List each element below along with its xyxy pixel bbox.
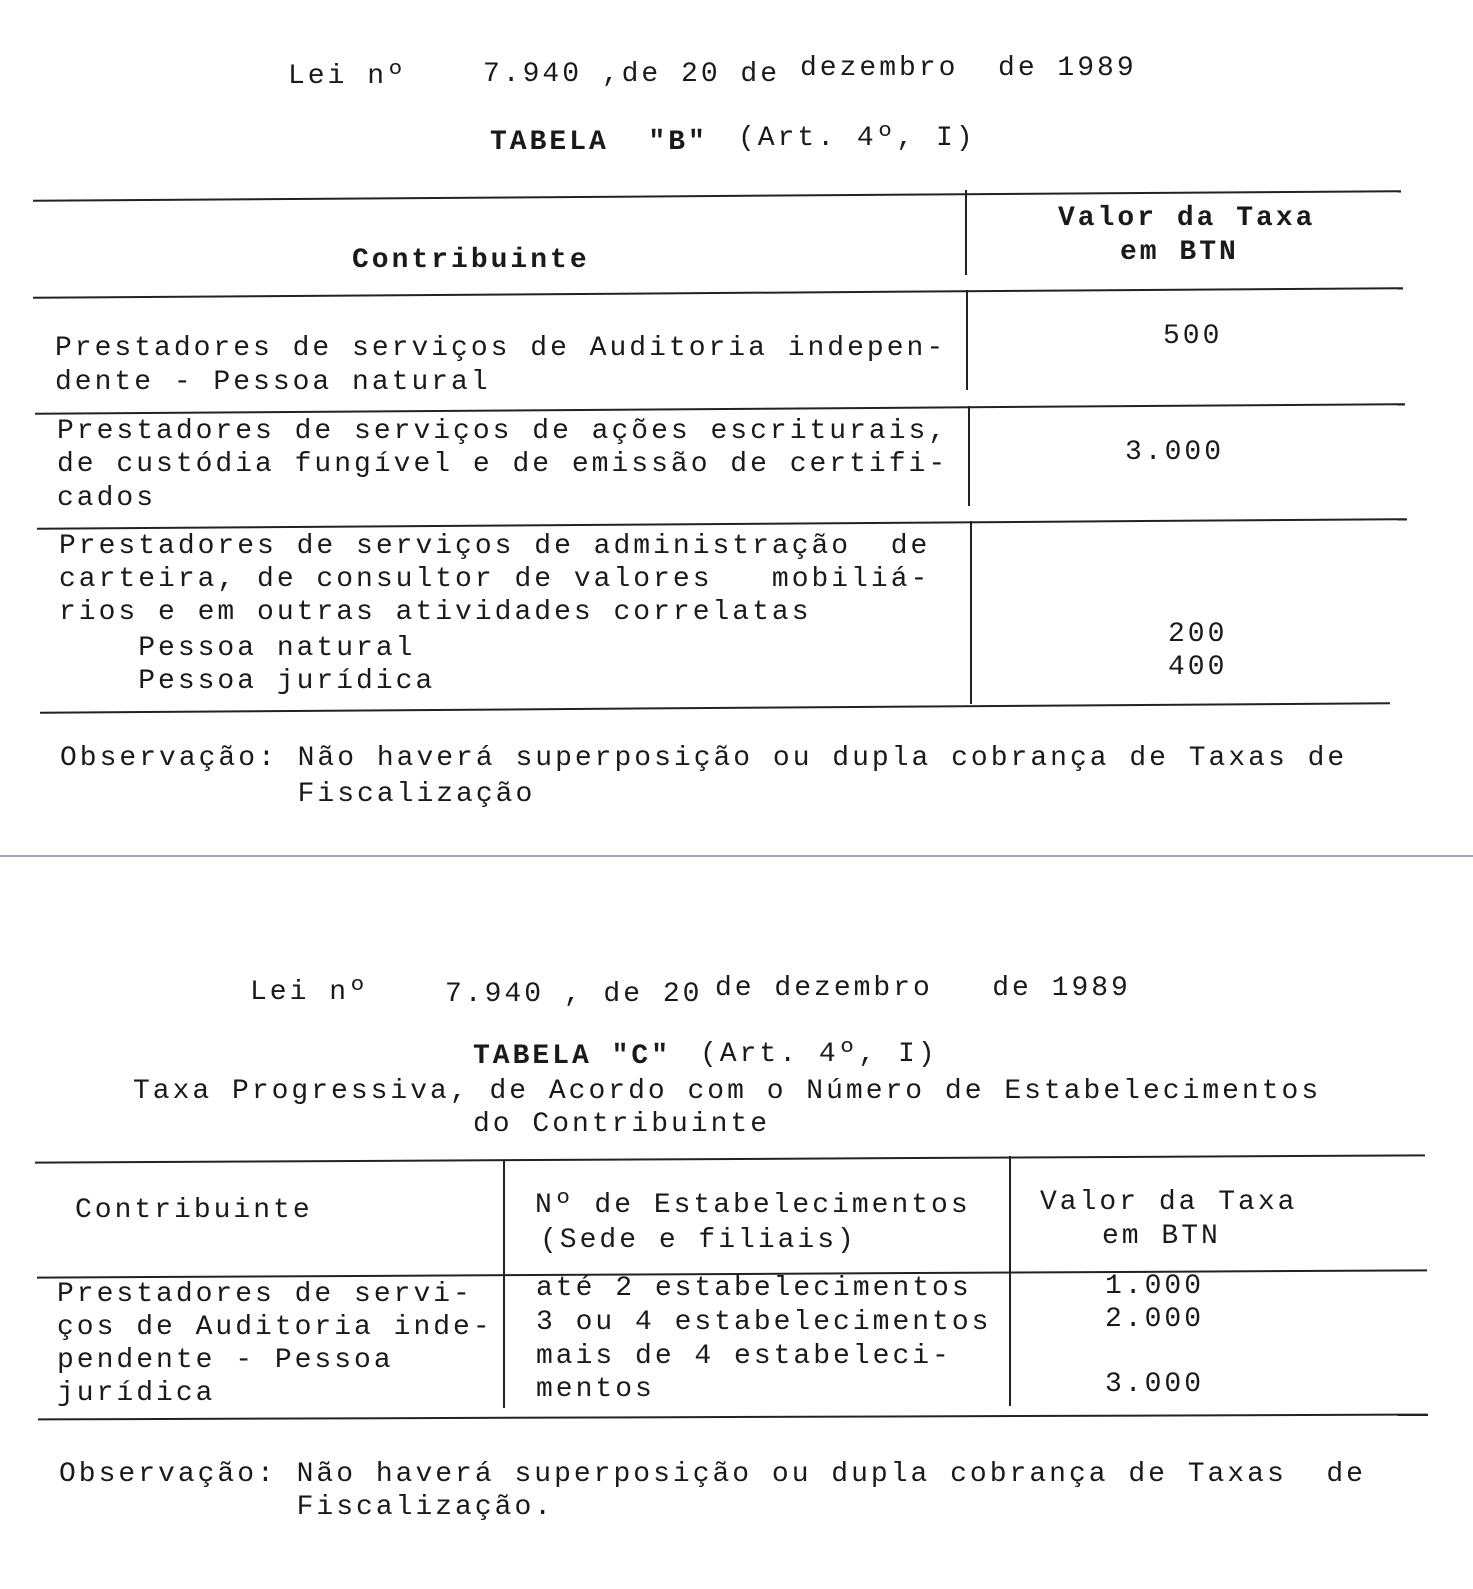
table-subtitle: Taxa Progressiva, de Acordo com o Número de Estabelecimentos: [133, 1076, 1322, 1107]
page-separator: [0, 855, 1473, 857]
table-subtitle: do Contribuinte: [473, 1109, 771, 1140]
column-divider: [965, 190, 967, 275]
law-label: Lei nº: [250, 977, 369, 1008]
estabelecimentos-line: até 2 estabelecimentos: [536, 1273, 972, 1304]
row-2-line: de custódia fungível e de emissão de certifi-: [57, 449, 949, 480]
observation: Observação: Não haverá superposição ou dupla cobrança de Taxas de: [60, 743, 1348, 774]
contribuinte-line: Prestadores de servi-: [57, 1279, 473, 1310]
valor-line: 1.000: [1105, 1271, 1205, 1302]
column-divider: [968, 406, 970, 506]
contribuinte-line: jurídica: [57, 1378, 216, 1409]
header-contribuinte: Contribuinte: [352, 245, 590, 276]
row-3-line: Prestadores de serviços de administração de: [59, 531, 931, 562]
table-rule: [33, 190, 1401, 202]
estabelecimentos-line: mais de 4 estabeleci-: [536, 1341, 952, 1372]
header-valor: Valor da Taxa: [1058, 203, 1316, 234]
law-date: dezembro de 1989: [800, 53, 1137, 84]
valor-line: 3.000: [1105, 1369, 1205, 1400]
observation: Fiscalização.: [59, 1492, 555, 1523]
table-title: TABELA "B": [490, 127, 708, 158]
table-rule: [33, 287, 1403, 299]
row-3-line: rios e em outras atividades correlatas: [59, 597, 812, 628]
row-2-line: Prestadores de serviços de ações escriturais,: [57, 416, 949, 447]
estabelecimentos-line: 3 ou 4 estabelecimentos: [536, 1307, 992, 1338]
estabelecimentos-line: mentos: [536, 1374, 655, 1405]
column-divider: [1009, 1156, 1011, 1406]
law-number: 7.940 , de 20: [445, 979, 703, 1010]
table-rule: [38, 1414, 1428, 1421]
contribuinte-line: pendente - Pessoa: [57, 1345, 394, 1376]
table-rule: [40, 702, 1390, 713]
table-article: (Art. 4º, I): [738, 123, 976, 154]
law-label: Lei nº: [288, 61, 407, 92]
header-valor-unit: em BTN: [1120, 237, 1239, 268]
contribuinte-line: ços de Auditoria inde-: [57, 1312, 493, 1343]
observation: Fiscalização: [60, 779, 536, 810]
valor-line: 2.000: [1105, 1304, 1205, 1335]
header-estabelecimentos: Nº de Estabelecimentos: [535, 1190, 971, 1221]
row-3-line: Pessoa natural: [59, 633, 416, 664]
table-title: TABELA "C": [473, 1041, 672, 1072]
law-date: de dezembro de 1989: [715, 973, 1131, 1004]
row-3-value: 200: [1168, 619, 1228, 650]
row-1-line: Prestadores de serviços de Auditoria indepen-: [55, 333, 947, 364]
law-number: 7.940 ,de 20 de: [483, 59, 781, 90]
row-2-value: 3.000: [1125, 437, 1225, 468]
header-valor: Valor da Taxa: [1040, 1187, 1298, 1218]
row-3-line: Pessoa jurídica: [59, 666, 436, 697]
observation: Observação: Não haverá superposição ou dupla cobrança de Taxas de: [59, 1459, 1366, 1490]
row-1-value: 500: [1163, 321, 1223, 352]
header-estabelecimentos-sub: (Sede e filiais): [540, 1225, 857, 1256]
column-divider: [503, 1160, 505, 1408]
table-rule: [37, 518, 1407, 530]
table-rule: [35, 403, 1405, 415]
row-3-line: carteira, de consultor de valores mobiliá-: [59, 564, 931, 595]
header-contribuinte: Contribuinte: [75, 1195, 313, 1226]
row-3-value: 400: [1168, 652, 1228, 683]
table-article: (Art. 4º, I): [700, 1039, 938, 1070]
column-divider: [966, 290, 968, 390]
row-1-line: dente - Pessoa natural: [55, 367, 491, 398]
column-divider: [970, 521, 972, 704]
header-valor-unit: em BTN: [1102, 1221, 1221, 1252]
row-2-line: cados: [57, 483, 157, 514]
table-rule: [35, 1154, 1425, 1163]
